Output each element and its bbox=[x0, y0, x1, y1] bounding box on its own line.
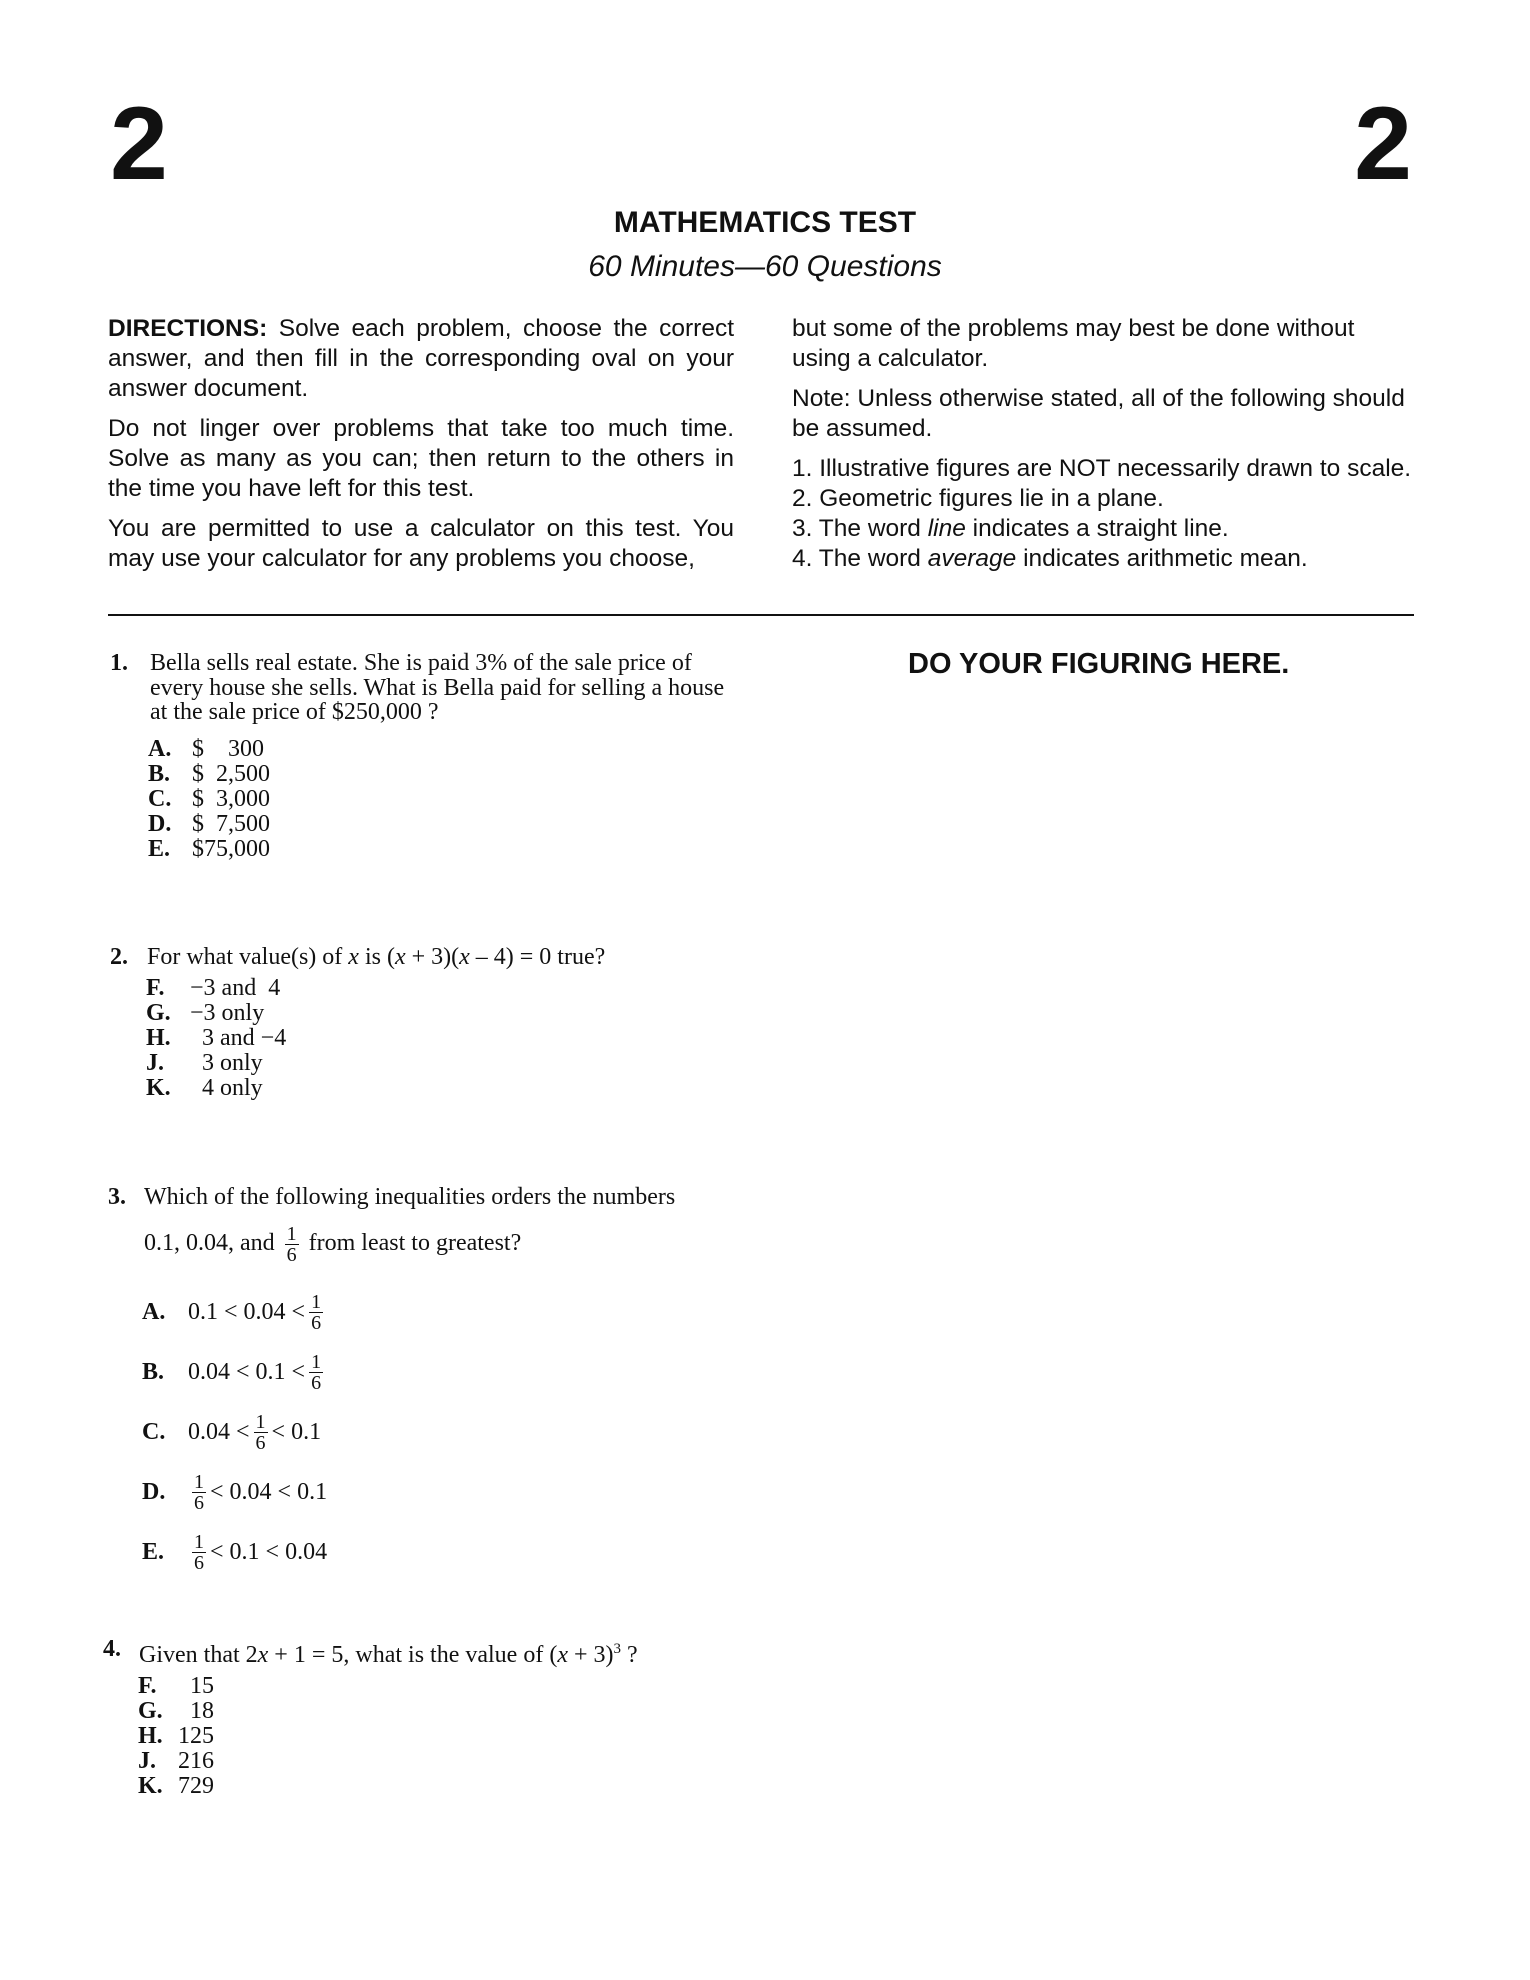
fraction-numerator: 1 bbox=[194, 1471, 204, 1493]
question-1 bbox=[110, 651, 740, 862]
fraction-numerator: 1 bbox=[311, 1291, 322, 1313]
option-letter: F. bbox=[138, 1672, 157, 1699]
question-2 bbox=[110, 945, 730, 1101]
section-number-right: 2 bbox=[1354, 86, 1412, 202]
option-value: 3 and −4 bbox=[190, 1024, 287, 1051]
option-letter: E. bbox=[142, 1539, 165, 1566]
question-4-stem bbox=[103, 1637, 743, 1668]
fraction-denominator: 6 bbox=[255, 1432, 266, 1454]
fraction-denominator: 6 bbox=[311, 1372, 322, 1394]
answer-option[interactable] bbox=[142, 1523, 748, 1583]
option-letter: H. bbox=[138, 1722, 163, 1749]
option-letter: C. bbox=[148, 785, 172, 812]
directions-paragraph-1 bbox=[108, 314, 734, 404]
directions-left-column bbox=[108, 314, 734, 584]
section-number-left: 2 bbox=[110, 86, 168, 202]
answer-option[interactable] bbox=[146, 976, 730, 1001]
option-value: −3 only bbox=[190, 999, 265, 1026]
assumption-3 bbox=[792, 514, 1414, 544]
answer-option[interactable] bbox=[138, 1699, 743, 1724]
fraction-numerator: 1 bbox=[311, 1351, 322, 1373]
option-letter: A. bbox=[148, 735, 172, 762]
question-2-text-c: + 3)( bbox=[405, 944, 460, 970]
question-2-text-a: For what value(s) of bbox=[147, 944, 349, 970]
option-value: 3 only bbox=[190, 1049, 263, 1076]
option-expr-post: < 0.04 < 0.1 bbox=[210, 1479, 328, 1506]
assumption-3-term: line bbox=[927, 515, 966, 542]
fraction-one-sixth bbox=[254, 1412, 268, 1453]
question-2-stem bbox=[110, 945, 730, 970]
question-3 bbox=[108, 1185, 748, 1583]
option-value: −3 and 4 bbox=[190, 974, 281, 1001]
answer-option[interactable] bbox=[148, 762, 740, 787]
assumption-4 bbox=[792, 544, 1414, 574]
assumption-3-post: indicates a straight line. bbox=[965, 515, 1229, 542]
question-4 bbox=[103, 1637, 743, 1799]
section-divider bbox=[108, 614, 1414, 616]
option-value: 216 bbox=[178, 1747, 214, 1774]
fraction-numerator: 1 bbox=[255, 1411, 266, 1433]
variable-x: x bbox=[257, 1642, 269, 1668]
question-3-stem bbox=[108, 1185, 748, 1265]
question-3-line-2 bbox=[144, 1224, 748, 1265]
question-3-line-2-pre: 0.1, 0.04, and bbox=[144, 1229, 275, 1256]
answer-option[interactable] bbox=[146, 1026, 730, 1051]
option-value: $ 7,500 bbox=[192, 810, 270, 837]
question-2-text-b: is ( bbox=[358, 944, 395, 970]
option-expr-post: < 0.1 bbox=[271, 1419, 322, 1446]
question-1-text: Bella sells real estate. She is paid 3% of the sale price of every house she sells. What is Bella paid for selling a house at the sale price of $250,000 ? bbox=[150, 650, 725, 725]
question-3-line-2-post: from least to greatest? bbox=[308, 1229, 522, 1256]
option-expr-post: < 0.1 < 0.04 bbox=[210, 1539, 328, 1566]
option-value: $75,000 bbox=[192, 835, 270, 862]
question-4-text-a: Given that 2 bbox=[139, 1642, 258, 1668]
option-letter: D. bbox=[142, 1479, 166, 1506]
option-letter: D. bbox=[148, 810, 172, 837]
option-letter: G. bbox=[146, 999, 171, 1026]
option-letter: B. bbox=[142, 1359, 165, 1386]
directions-paragraph-4: but some of the problems may best be done without using a calculator. bbox=[792, 315, 1355, 372]
option-letter: B. bbox=[148, 760, 171, 787]
question-1-stem bbox=[110, 651, 740, 725]
option-expr-pre: 0.04 < 0.1 < bbox=[188, 1359, 306, 1386]
answer-option[interactable] bbox=[148, 812, 740, 837]
fraction-one-sixth bbox=[285, 1224, 299, 1265]
test-title: MATHEMATICS TEST bbox=[613, 206, 917, 239]
option-expr-pre: 0.04 < bbox=[188, 1419, 250, 1446]
question-3-line-1: Which of the following inequalities orders the numbers bbox=[144, 1184, 676, 1210]
assumption-2: 2. Geometric figures lie in a plane. bbox=[792, 485, 1164, 512]
fraction-one-sixth bbox=[309, 1292, 323, 1333]
option-letter: K. bbox=[146, 1074, 171, 1101]
fraction-one-sixth bbox=[192, 1532, 206, 1573]
question-2-number: 2. bbox=[110, 944, 128, 970]
assumption-4-post: indicates arithmetic mean. bbox=[1016, 545, 1308, 572]
answer-option[interactable] bbox=[148, 837, 740, 862]
answer-option[interactable] bbox=[138, 1774, 743, 1799]
fraction-denominator: 6 bbox=[286, 1243, 297, 1266]
option-letter: J. bbox=[138, 1747, 156, 1774]
question-2-text-d: – 4) = 0 true? bbox=[469, 944, 606, 970]
fraction-one-sixth bbox=[192, 1472, 206, 1513]
assumption-1: 1. Illustrative figures are NOT necessarily drawn to scale. bbox=[792, 455, 1412, 482]
option-value: $ 2,500 bbox=[192, 760, 270, 787]
option-value: 729 bbox=[178, 1772, 214, 1799]
directions-text-1: Solve each problem, choose the correct answer, and then fill in the corresponding oval on your answer document. bbox=[108, 315, 734, 402]
answer-option[interactable] bbox=[142, 1403, 748, 1463]
answer-option[interactable] bbox=[138, 1749, 743, 1774]
assumption-4-pre: 4. The word bbox=[792, 545, 928, 572]
variable-x: x bbox=[348, 944, 359, 970]
directions-right-column bbox=[792, 314, 1414, 574]
directions-note: Note: Unless otherwise stated, all of the following should be assumed. bbox=[792, 385, 1405, 442]
question-4-text-d: ? bbox=[621, 1642, 638, 1668]
fraction-numerator: 1 bbox=[194, 1531, 204, 1553]
option-letter: G. bbox=[138, 1697, 163, 1724]
option-letter: H. bbox=[146, 1024, 171, 1051]
answer-option[interactable] bbox=[148, 787, 740, 812]
answer-option[interactable] bbox=[138, 1674, 743, 1699]
fraction-denominator: 6 bbox=[194, 1552, 204, 1574]
question-4-text-b: + 1 = 5, what is the value of ( bbox=[268, 1642, 558, 1668]
option-value: 125 bbox=[178, 1722, 214, 1749]
option-value: $ 3,000 bbox=[192, 785, 270, 812]
answer-option[interactable] bbox=[142, 1343, 748, 1403]
option-value: 4 only bbox=[190, 1074, 263, 1101]
option-letter: K. bbox=[138, 1772, 163, 1799]
answer-option[interactable] bbox=[138, 1724, 743, 1749]
variable-x: x bbox=[394, 944, 406, 970]
question-4-number: 4. bbox=[103, 1636, 121, 1662]
assumption-4-term: average bbox=[927, 545, 1017, 572]
question-1-number: 1. bbox=[110, 650, 128, 676]
assumptions-list bbox=[792, 454, 1414, 574]
assumption-3-pre: 3. The word bbox=[792, 515, 928, 542]
question-2-options bbox=[146, 976, 730, 1101]
variable-x: x bbox=[557, 1642, 568, 1668]
question-1-options bbox=[148, 737, 740, 862]
variable-x: x bbox=[459, 944, 470, 970]
question-3-options bbox=[142, 1283, 748, 1583]
option-letter: F. bbox=[146, 974, 165, 1001]
fraction-denominator: 6 bbox=[311, 1312, 322, 1334]
option-expr-pre: 0.1 < 0.04 < bbox=[188, 1299, 306, 1326]
answer-option[interactable] bbox=[148, 737, 740, 762]
option-letter: J. bbox=[146, 1049, 164, 1076]
answer-option[interactable] bbox=[146, 1076, 730, 1101]
fraction-denominator: 6 bbox=[194, 1492, 204, 1514]
option-letter: C. bbox=[142, 1419, 166, 1446]
fraction-numerator: 1 bbox=[286, 1222, 297, 1245]
answer-option[interactable] bbox=[142, 1283, 748, 1343]
option-value: 15 bbox=[178, 1672, 214, 1699]
question-3-number: 3. bbox=[108, 1184, 126, 1210]
answer-option[interactable] bbox=[146, 1051, 730, 1076]
answer-option[interactable] bbox=[142, 1463, 748, 1523]
test-subtitle: 60 Minutes—60 Questions bbox=[588, 250, 942, 283]
directions-paragraph-2: Do not linger over problems that take too much time. Solve as many as you can; then return to the others in the time you have left for this test. bbox=[108, 415, 734, 502]
answer-option[interactable] bbox=[146, 1001, 730, 1026]
exponent: 3 bbox=[613, 1641, 621, 1657]
question-4-text-c: + 3) bbox=[567, 1642, 614, 1668]
option-value: $ 300 bbox=[192, 735, 264, 762]
directions-paragraph-3: You are permitted to use a calculator on this test. You may use your calculator for any problems you choose, bbox=[108, 515, 734, 572]
figuring-area-label: DO YOUR FIGURING HERE. bbox=[908, 648, 1290, 680]
fraction-one-sixth bbox=[309, 1352, 323, 1393]
question-4-options bbox=[138, 1674, 743, 1799]
option-letter: A. bbox=[142, 1299, 166, 1326]
option-value: 18 bbox=[178, 1697, 214, 1724]
option-letter: E. bbox=[148, 835, 171, 862]
directions-label: DIRECTIONS: bbox=[108, 315, 268, 342]
